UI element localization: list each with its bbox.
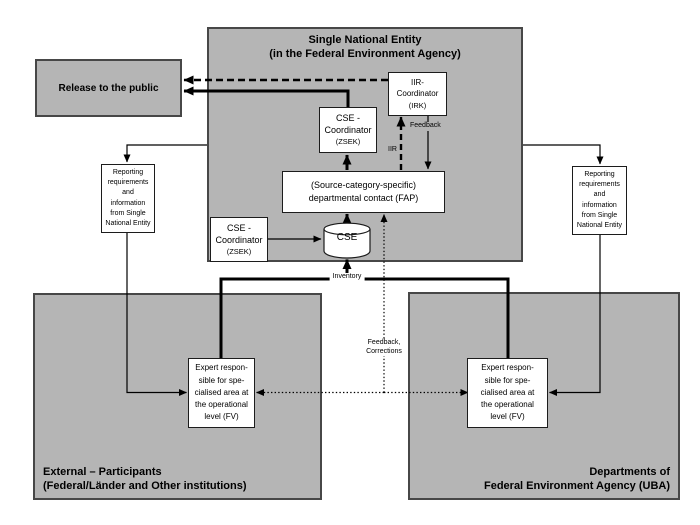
connector-reporting-left-to-expert — [127, 233, 187, 393]
reporting-left-line1: Reporting — [112, 168, 144, 176]
feedback-corrections-line1: Feedback, — [367, 339, 401, 346]
iir-line2: Coordinator — [396, 89, 439, 99]
iir-line1: IIR- — [411, 77, 424, 87]
uba-title-line2: Federal Environment Agency (UBA) — [483, 479, 670, 492]
expert-left-line1: Expert respon- — [195, 363, 248, 373]
reporting-right-line5: from Single — [581, 211, 618, 219]
expert-left-line4: the operational — [195, 400, 248, 410]
zsek-upper-line1: CSE - — [335, 113, 360, 123]
iir-coordinator-box — [388, 72, 447, 116]
expert-right-line1: Expert respon- — [481, 363, 534, 373]
expert-left-line3: cialised area at — [194, 387, 249, 397]
expert-right-line3: cialised area at — [480, 387, 535, 397]
feedback-corrections-line2: Corrections — [366, 347, 402, 355]
inventory-flow-label: Inventory — [330, 273, 365, 282]
fap-line2: departmental contact (FAP) — [308, 193, 419, 203]
fap-line1: (Source-category-specific) — [310, 180, 417, 190]
reporting-right-line4: information — [582, 201, 617, 209]
reporting-left-line2: requirements — [107, 178, 149, 186]
sne-title-line2: (in the Federal Environment Agency) — [269, 47, 461, 60]
expert-left-line5: level (FV) — [204, 412, 239, 422]
reporting-right-line2: requirements — [579, 180, 620, 188]
expert-left-line2: sible for spe- — [198, 375, 245, 385]
expert-right-line5: level (FV) — [490, 412, 525, 422]
release-to-public-label: Release to the public — [58, 82, 159, 94]
sne-title-line1: Single National Entity — [308, 34, 422, 46]
cse-coordinator-lower-box — [210, 217, 268, 262]
connector-zsek-to-release — [184, 91, 348, 107]
zsek-lower-line3: (ZSEK) — [226, 246, 252, 256]
feedback-flow-label: Feedback — [410, 122, 441, 129]
external-title-line1: External – Participants — [43, 466, 162, 478]
expert-left-box — [188, 358, 255, 428]
expert-right-line2: sible for spe- — [484, 375, 531, 385]
reporting-right-line1: Reporting — [584, 170, 615, 178]
zsek-lower-line2: Coordinator — [215, 234, 263, 245]
cse-database-label: CSE — [336, 232, 358, 243]
zsek-upper-line2: Coordinator — [324, 125, 372, 135]
reporting-requirements-right-box — [572, 166, 627, 235]
reporting-left-line6: National Entity — [105, 220, 151, 228]
reporting-right-line3: and — [593, 191, 606, 199]
zsek-upper-line3: (ZSEK) — [335, 137, 361, 146]
fap-contact-box — [282, 171, 445, 213]
reporting-left-line5: from Single — [110, 209, 146, 217]
expert-right-box — [467, 358, 548, 428]
feedback-corrections-flow-label — [363, 339, 405, 356]
zsek-lower-line1: CSE - — [226, 222, 251, 233]
cse-coordinator-upper-box — [319, 107, 377, 153]
external-title-line2: (Federal/Länder and Other institutions) — [43, 479, 247, 492]
connector-reporting-right-to-expert — [550, 235, 601, 393]
reporting-right-line6: National Entity — [576, 222, 623, 230]
uba-title-line1: Departments of — [589, 466, 670, 478]
expert-right-line4: the operational — [481, 400, 534, 410]
connector-sne-to-reporting-left — [127, 145, 207, 162]
reporting-left-line4: information — [110, 199, 146, 207]
reporting-left-line3: and — [122, 189, 134, 197]
reporting-requirements-left-box — [101, 164, 155, 233]
iir-flow-label: IIR — [388, 146, 397, 153]
cse-database-cylinder — [323, 222, 371, 259]
iir-line3: (IRK) — [408, 100, 427, 110]
connector-sne-to-reporting-right — [523, 145, 600, 164]
